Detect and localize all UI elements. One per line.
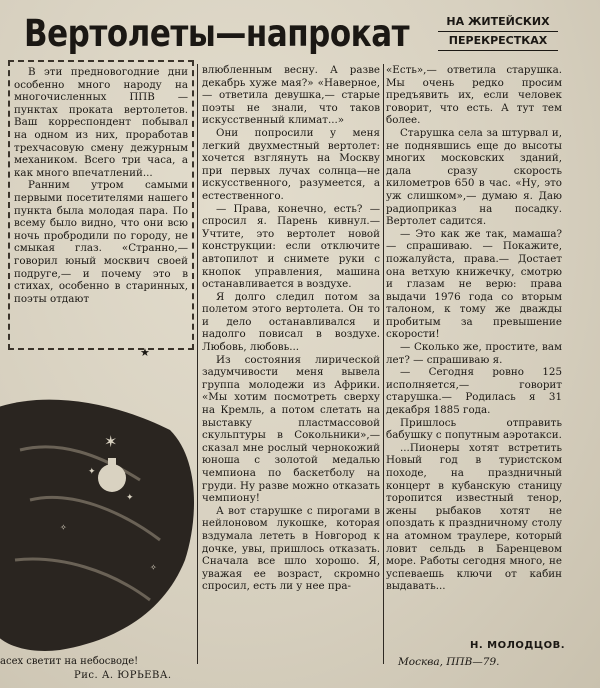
illustration-caption: асех светит на небосводе! [0,656,139,667]
rubric-line-1: НА ЖИТЕЙСКИХ [438,14,558,32]
column-paragraph: влюбленным весну. А разве декабрь хуже мая?» «Наверное,— ответила девушка,— старые поэты не знали, что таков искусственный климат...» [202,64,380,127]
column-paragraph: — Это как же так, мамаша? — спрашиваю. — Покажите, пожалуйста, права.— Достает она ветхую книжечку, смотрю и глазам не верю: права выдачи 1976 года со вторым талоном, к тому же дважды пробитым за превышение скорости! [386,227,562,341]
svg-text:✧: ✧ [60,523,67,532]
column-rule [383,64,384,664]
christmas-tree-illustration [0,370,198,660]
column-paragraph: — Сколько же, простите, вам лет? — спрашиваю я. [386,341,562,366]
column-paragraph: — Права, конечно, есть? — спросил я. Парень кивнул.— Учтите, это вертолет новой конструкции: если отключите автопилот и снимете руки с кнопок управления, машина останавливается в воздухе. [202,202,380,291]
column-paragraph: А вот старушке с пирогами в нейлоновом лукошке, которая вздумала лететь в Новгород к дочке, увы, пришлось отказать. Сначала все шло хорошо. Я, уважая ее возраст, скромно спросил, есть ли у нее пра- [202,504,380,593]
svg-text:✦: ✦ [126,493,134,503]
article-headline: Вертолеты—напрокат [24,12,410,55]
column-paragraph: ...Пионеры хотят встретить Новый год в туристском походе, на праздничный концерт в кубанскую станицу торопится известный тенор, жены рыбаков хотят не опоздать к праздничному столу на атомном траулере, который ловит сельдь в Баренцевом море. Работы сегодня много, не успеваешь ключи от кабин выдавать... [386,441,562,593]
svg-text:✧: ✧ [150,563,157,572]
rubric-label [438,14,558,51]
star-ornament-icon: ★ [140,346,150,359]
svg-text:✶: ✶ [104,432,118,451]
column-paragraph: Старушка села за штурвал и, не поднявшись еще до высоты многих московских зданий, дала сразу скорость километров 650 в час. «Ну, это уж слишком»,— думаю я. Даю радиоприказ на посадку. Вертолет садится. [386,126,562,228]
rubric-line-2: ПЕРЕКРЕСТКАХ [438,32,558,51]
column-paragraph: «Есть»,— ответила старушка. Мы очень редко просим предъявить их, если человек говорит, что есть. А тут тем более. [386,64,562,127]
article-column-3 [386,64,562,634]
column-paragraph: — Сегодня ровно 125 исполняется,— говорит старушка.— Родилась я 31 декабря 1885 года. [386,366,562,417]
lead-paragraph: Ранним утром самыми первыми посетителями нашего пункта была молодая пара. По всему было видно, что они всю ночь пробродили по городу, не смыкая глаз. «Странно,— говорил юный москвич своей подруге,— и почему это в стихах, особенно в старинных, поэты отдают [14,179,188,305]
illustration-credit: Рис. А. ЮРЬЕВА. [74,670,172,681]
article-column-2 [202,64,380,674]
column-paragraph: Я долго следил потом за полетом этого вертолета. Он то и дело останавливался и надолго повисал в воздухе. Любовь, любовь... [202,290,380,354]
dateline: Москва, ППВ—79. [398,656,500,668]
column-paragraph: Они попросили у меня легкий двухместный вертолет: хочется взглянуть на Москву при первых лучах солнца—не искусственного, разумеется, а естественного. [202,126,380,202]
svg-text:✦: ✦ [88,467,96,477]
column-paragraph: Из состояния лирической задумчивости меня вывела группа молодежи из Африки. «Мы хотим посмотреть сверху на Кремль, а потом слетать на выставку пластмассовой скульптуры в Сокольники»,— сказал мне рослый чернокожий юноша с золотой медалью чемпиона по баскетболу на груди. Ну разве можно отказать чемпиону! [202,353,380,505]
column-paragraph: Пришлось отправить бабушку с попутным аэротакси. [386,416,562,442]
lead-box [8,60,194,350]
lead-paragraph: В эти предновогодние дни особенно много народу на многочисленных ППВ — пунктах проката вертолетов. Ваш корреспондент побывал на одном из них, проработав трехчасовую смену дежурным механиком. Всего три часа, а как много впечатлений... [14,66,188,179]
author-signature: Н. МОЛОДЦОВ. [470,640,566,651]
